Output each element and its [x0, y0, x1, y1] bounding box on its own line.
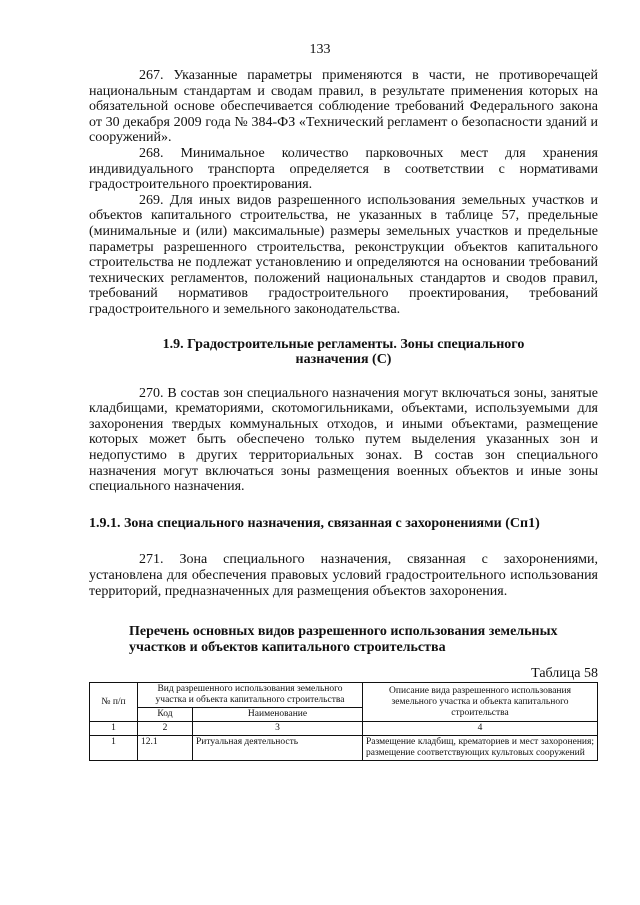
table-caption: Таблица 58: [531, 666, 598, 682]
section-heading-1-9-1: 1.9.1. Зона специального назначения, связанная с захоронениями (Сп1): [89, 515, 540, 531]
paragraph-267: 267. Указанные параметры применяются в части, не противоречащей национальным стандартам и сводам правил, в результате применения которых на обязательной основе обеспечивается соблюдение требований Федерального закона от 30 декабря 2009 года № 384-ФЗ «Технический регламент о безопасности зданий и сооружений».: [89, 68, 598, 146]
row-description: Размещение кладбищ, крематориев и мест захоронения; размещение соответствующих культовых сооружений: [363, 736, 598, 761]
row-code: 12.1: [138, 736, 193, 761]
row-name: Ритуальная деятельность: [193, 736, 363, 761]
header-name: Наименование: [193, 708, 363, 722]
header-kind-group: Вид разрешенного использования земельного участка и объекта капитального строительства: [138, 683, 363, 708]
list-title: Перечень основных видов разрешенного использования земельных участков и объектов капитального строительства: [129, 624, 558, 655]
table-index-row: [90, 722, 598, 736]
index-cell: 2: [138, 722, 193, 736]
page-number: 133: [309, 42, 331, 57]
index-cell: 1: [90, 722, 138, 736]
paragraph-271: 271. Зона специального назначения, связанная с захоронениями, установлена для обеспечения правовых условий градостроительного использования территорий, предназначенных для размещения объектов захоронения.: [89, 552, 598, 599]
index-cell: 3: [193, 722, 363, 736]
header-code: Код: [138, 708, 193, 722]
index-cell: 4: [363, 722, 598, 736]
section-heading-1-9-line1: 1.9. Градостроительные регламенты. Зоны специального: [162, 336, 525, 352]
table-row: [90, 736, 598, 761]
header-num: № п/п: [90, 683, 138, 722]
section-heading-1-9-line2: назначения (С): [295, 352, 392, 368]
header-description: Описание вида разрешенного использования земельного участка и объекта капитального строительства: [363, 683, 598, 722]
section-heading-1-9: [89, 337, 598, 368]
table-header-row: [90, 683, 598, 708]
document-body: [89, 68, 598, 761]
table-58: [89, 682, 598, 761]
row-num: 1: [90, 736, 138, 761]
paragraph-270: 270. В состав зон специального назначения могут включаться зоны, занятые кладбищами, крематориями, скотомогильниками, объектами, используемыми для захоронения твердых коммунальных отходов, и иными объектами, размещение которых может быть обеспечено только путем выделения указанных зон и недопустимо в других территориальных зонах. В состав зон специального назначения могут включаться зоны размещения военных объектов и иные зоны специального назначения.: [89, 385, 598, 495]
paragraph-268: 268. Минимальное количество парковочных мест для хранения индивидуального транспорта определяется в соответствии с нормативами градостроительного проектирования.: [89, 145, 598, 193]
paragraph-269: 269. Для иных видов разрешенного использования земельных участков и объектов капитального строительства, не указанных в таблице 57, предельные (минимальные и (или) максимальные) размеры земельных участков и предельные параметры разрешенного строительства, реконструкции объектов капитального строительства не подлежат установлению и определяются на основании требований технических регламентов, положений национальных стандартов и сводов правил, требований нормативов градостроительного проектирования, требований градостроительного и земельного законодательства.: [89, 192, 598, 317]
